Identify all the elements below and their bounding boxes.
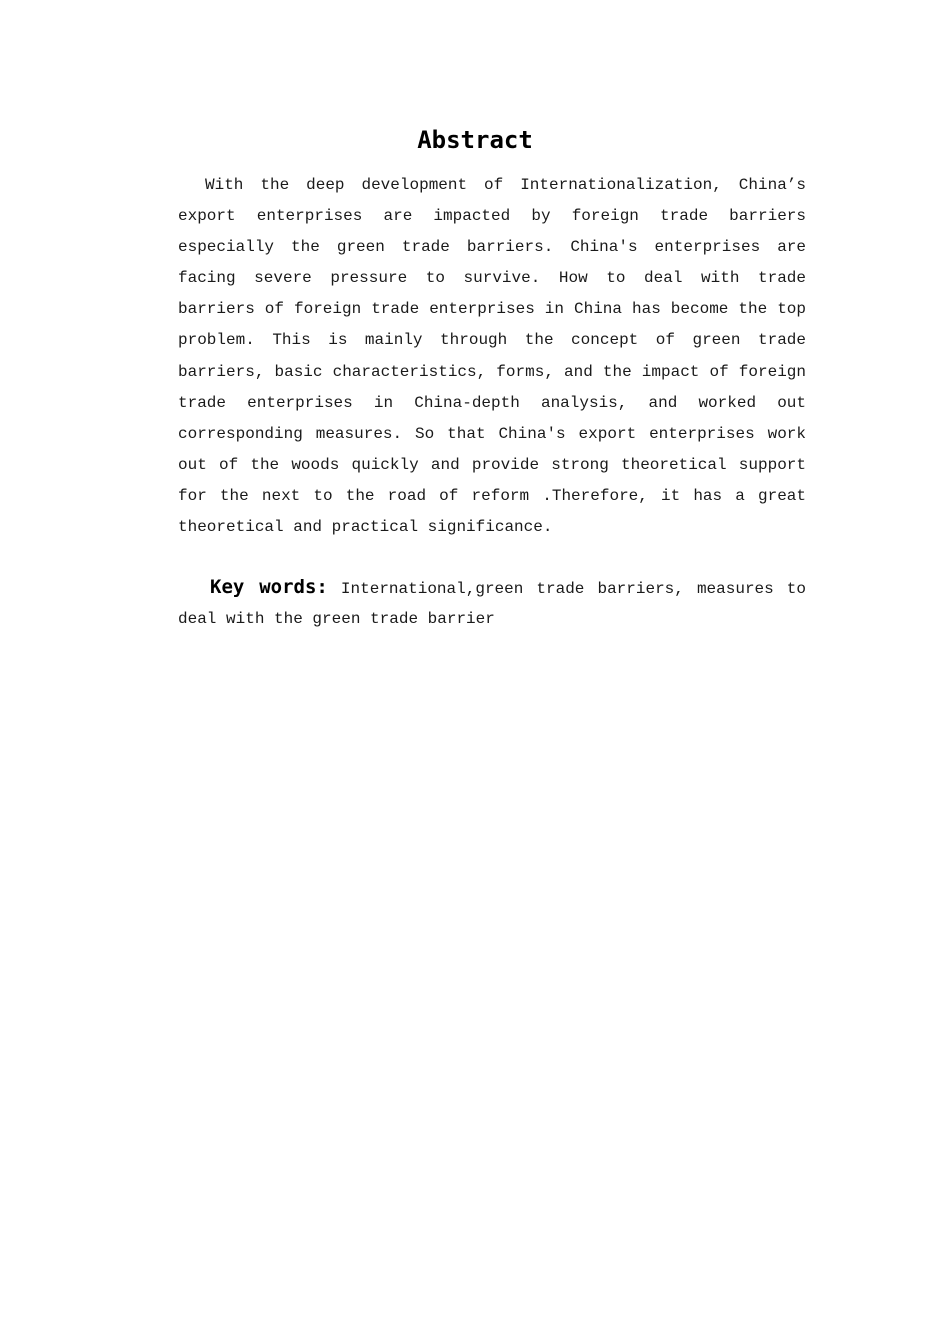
keywords-label: Key words: [210, 576, 328, 598]
keywords-paragraph [178, 572, 806, 634]
abstract-body: With the deep development of Internationalization, China’s export enterprises are impacted by foreign trade barriers especially the green trade barriers. China's enterprises are facing severe pressure to survive. How to deal with trade barriers of foreign trade enterprises in China has become the top problem. This is mainly through the concept of green trade barriers, basic characteristics, forms, and the impact of foreign trade enterprises in China-depth analysis, and worked out corresponding measures. So that China's export enterprises work out of the woods quickly and provide strong theoretical support for the next to the road of reform .Therefore, it has a great theoretical and practical significance. [178, 176, 806, 537]
keywords-text: International,green trade barriers, measures to deal with the green trade barrier [178, 580, 807, 628]
abstract-title: Abstract [417, 126, 533, 154]
